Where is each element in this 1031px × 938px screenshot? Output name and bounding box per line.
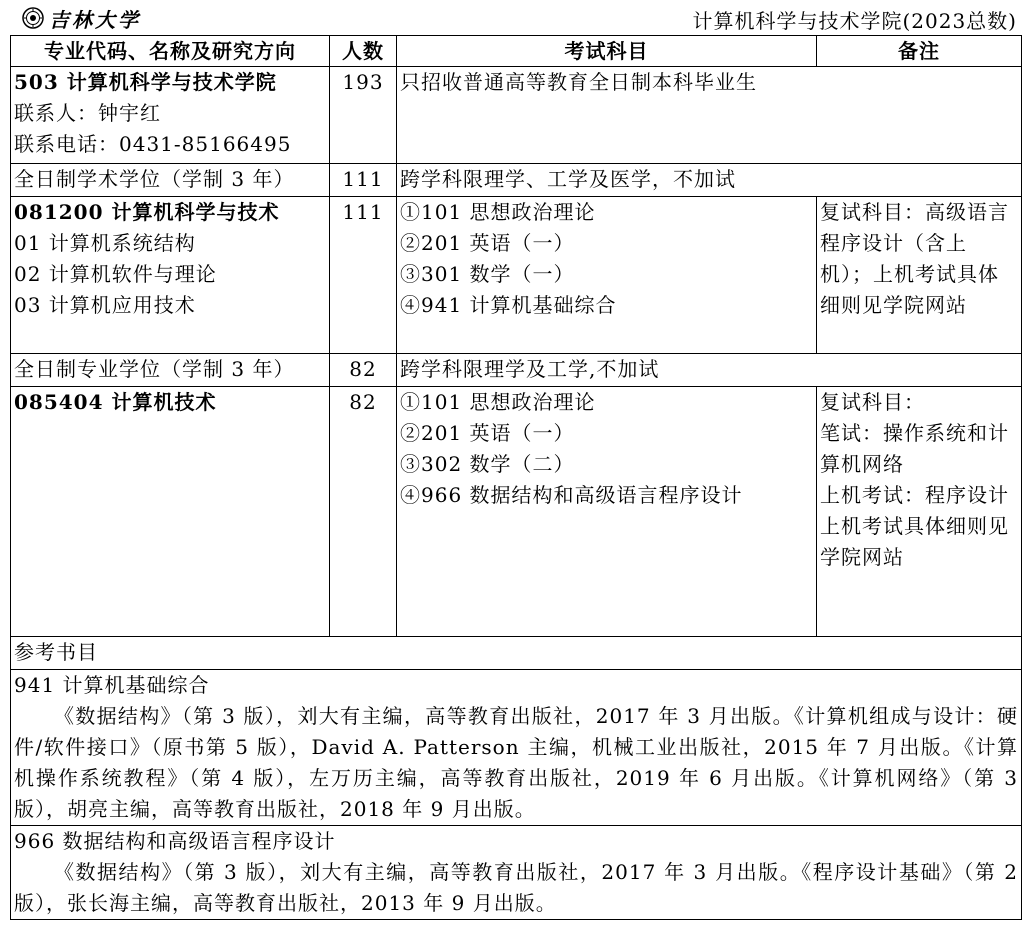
page-header — [0, 0, 1031, 36]
references-heading-row — [11, 637, 1022, 670]
university-logo — [22, 5, 141, 31]
remark-line: 上机考试具体细则见学院网站 — [820, 514, 1009, 569]
professional-subjects-cell — [397, 387, 817, 637]
reference-text: 《数据结构》（第 3 版），刘大有主编，高等教育出版社，2017 年 3 月出版。《程序设计基础》（第 2 版），张长海主编，高等教育出版社，2013 年 9 月出版。 — [14, 860, 1018, 915]
academic-count: 111 — [330, 164, 397, 197]
academic-major-name: 081200 计算机科学与技术 — [14, 200, 280, 224]
column-header-remarks: 备注 — [817, 36, 1022, 67]
remark-line: 笔试：操作系统和计算机网络 — [820, 421, 1009, 476]
professional-major-count: 82 — [330, 387, 397, 637]
admission-table — [10, 35, 1022, 920]
table-header-row — [11, 36, 1022, 67]
university-seal-icon — [22, 7, 44, 29]
logo-text: 吉林大学 — [49, 7, 141, 32]
direction-item: 02 计算机软件与理论 — [14, 262, 217, 286]
college-count: 193 — [330, 67, 397, 164]
academic-major-count: 111 — [330, 197, 397, 354]
college-info-cell — [11, 67, 330, 164]
academic-note: 跨学科限理学、工学及医学，不加试 — [397, 164, 1022, 197]
subject-item: ①101 思想政治理论 — [400, 390, 596, 414]
reference-row — [11, 670, 1022, 826]
academic-heading: 全日制学术学位（学制 3 年） — [11, 164, 330, 197]
college-phone: 联系电话：0431-85166495 — [14, 132, 292, 156]
remark-line: 上机考试：程序设计 — [820, 483, 1009, 507]
remark-line: 复试科目： — [820, 390, 925, 414]
academic-major-cell — [11, 197, 330, 354]
academic-major-row — [11, 197, 1022, 354]
reference-row — [11, 826, 1022, 920]
subject-item: ④966 数据结构和高级语言程序设计 — [400, 483, 743, 507]
college-requirement: 只招收普通高等教育全日制本科毕业生 — [397, 67, 1022, 164]
subject-item: ④941 计算机基础综合 — [400, 293, 617, 317]
reference-966-cell — [11, 826, 1022, 920]
professional-count: 82 — [330, 354, 397, 387]
professional-heading-row — [11, 354, 1022, 387]
reference-title: 941 计算机基础综合 — [14, 673, 210, 697]
professional-major-row — [11, 387, 1022, 637]
column-header-major: 专业代码、名称及研究方向 — [11, 36, 330, 67]
column-header-subjects: 考试科目 — [397, 36, 817, 67]
professional-major-name: 085404 计算机技术 — [14, 390, 217, 414]
college-name: 503 计算机科学与技术学院 — [14, 70, 277, 94]
academic-remark: 复试科目：高级语言程序设计（含上机）；上机考试具体细则见学院网站 — [817, 197, 1022, 354]
column-header-count: 人数 — [330, 36, 397, 67]
subject-item: ②201 英语（一） — [400, 421, 575, 445]
college-contact: 联系人：钟宇红 — [14, 101, 161, 125]
academic-subjects-cell — [397, 197, 817, 354]
reference-941-cell — [11, 670, 1022, 826]
subject-item: ②201 英语（一） — [400, 231, 575, 255]
professional-heading: 全日制专业学位（学制 3 年） — [11, 354, 330, 387]
professional-major-cell — [11, 387, 330, 637]
reference-title: 966 数据结构和高级语言程序设计 — [14, 829, 336, 853]
professional-remark-cell — [817, 387, 1022, 637]
reference-text: 《数据结构》（第 3 版），刘大有主编，高等教育出版社，2017 年 3 月出版。《计算机组成与设计：硬件/软件接口》（原书第 5 版），David A. Patterson 主编，机械工业出版社，2015 年 7 月出版。《计算机操作系统教程》（第 4 版），左万历主编，高等教育出版社，2019 年 6 月出版。《计算机网络》（第 3 版），胡亮主编，高等教育出版社，2018 年 9 月出版。 — [14, 704, 1018, 821]
professional-note: 跨学科限理学及工学,不加试 — [397, 354, 1022, 387]
college-row — [11, 67, 1022, 164]
page-title: 计算机科学与技术学院(2023总数) — [692, 9, 1017, 33]
subject-item: ①101 思想政治理论 — [400, 200, 596, 224]
subject-item: ③302 数学（二） — [400, 452, 575, 476]
direction-item: 03 计算机应用技术 — [14, 293, 196, 317]
academic-heading-row — [11, 164, 1022, 197]
references-heading: 参考书目 — [11, 637, 1022, 670]
subject-item: ③301 数学（一） — [400, 262, 575, 286]
direction-item: 01 计算机系统结构 — [14, 231, 196, 255]
